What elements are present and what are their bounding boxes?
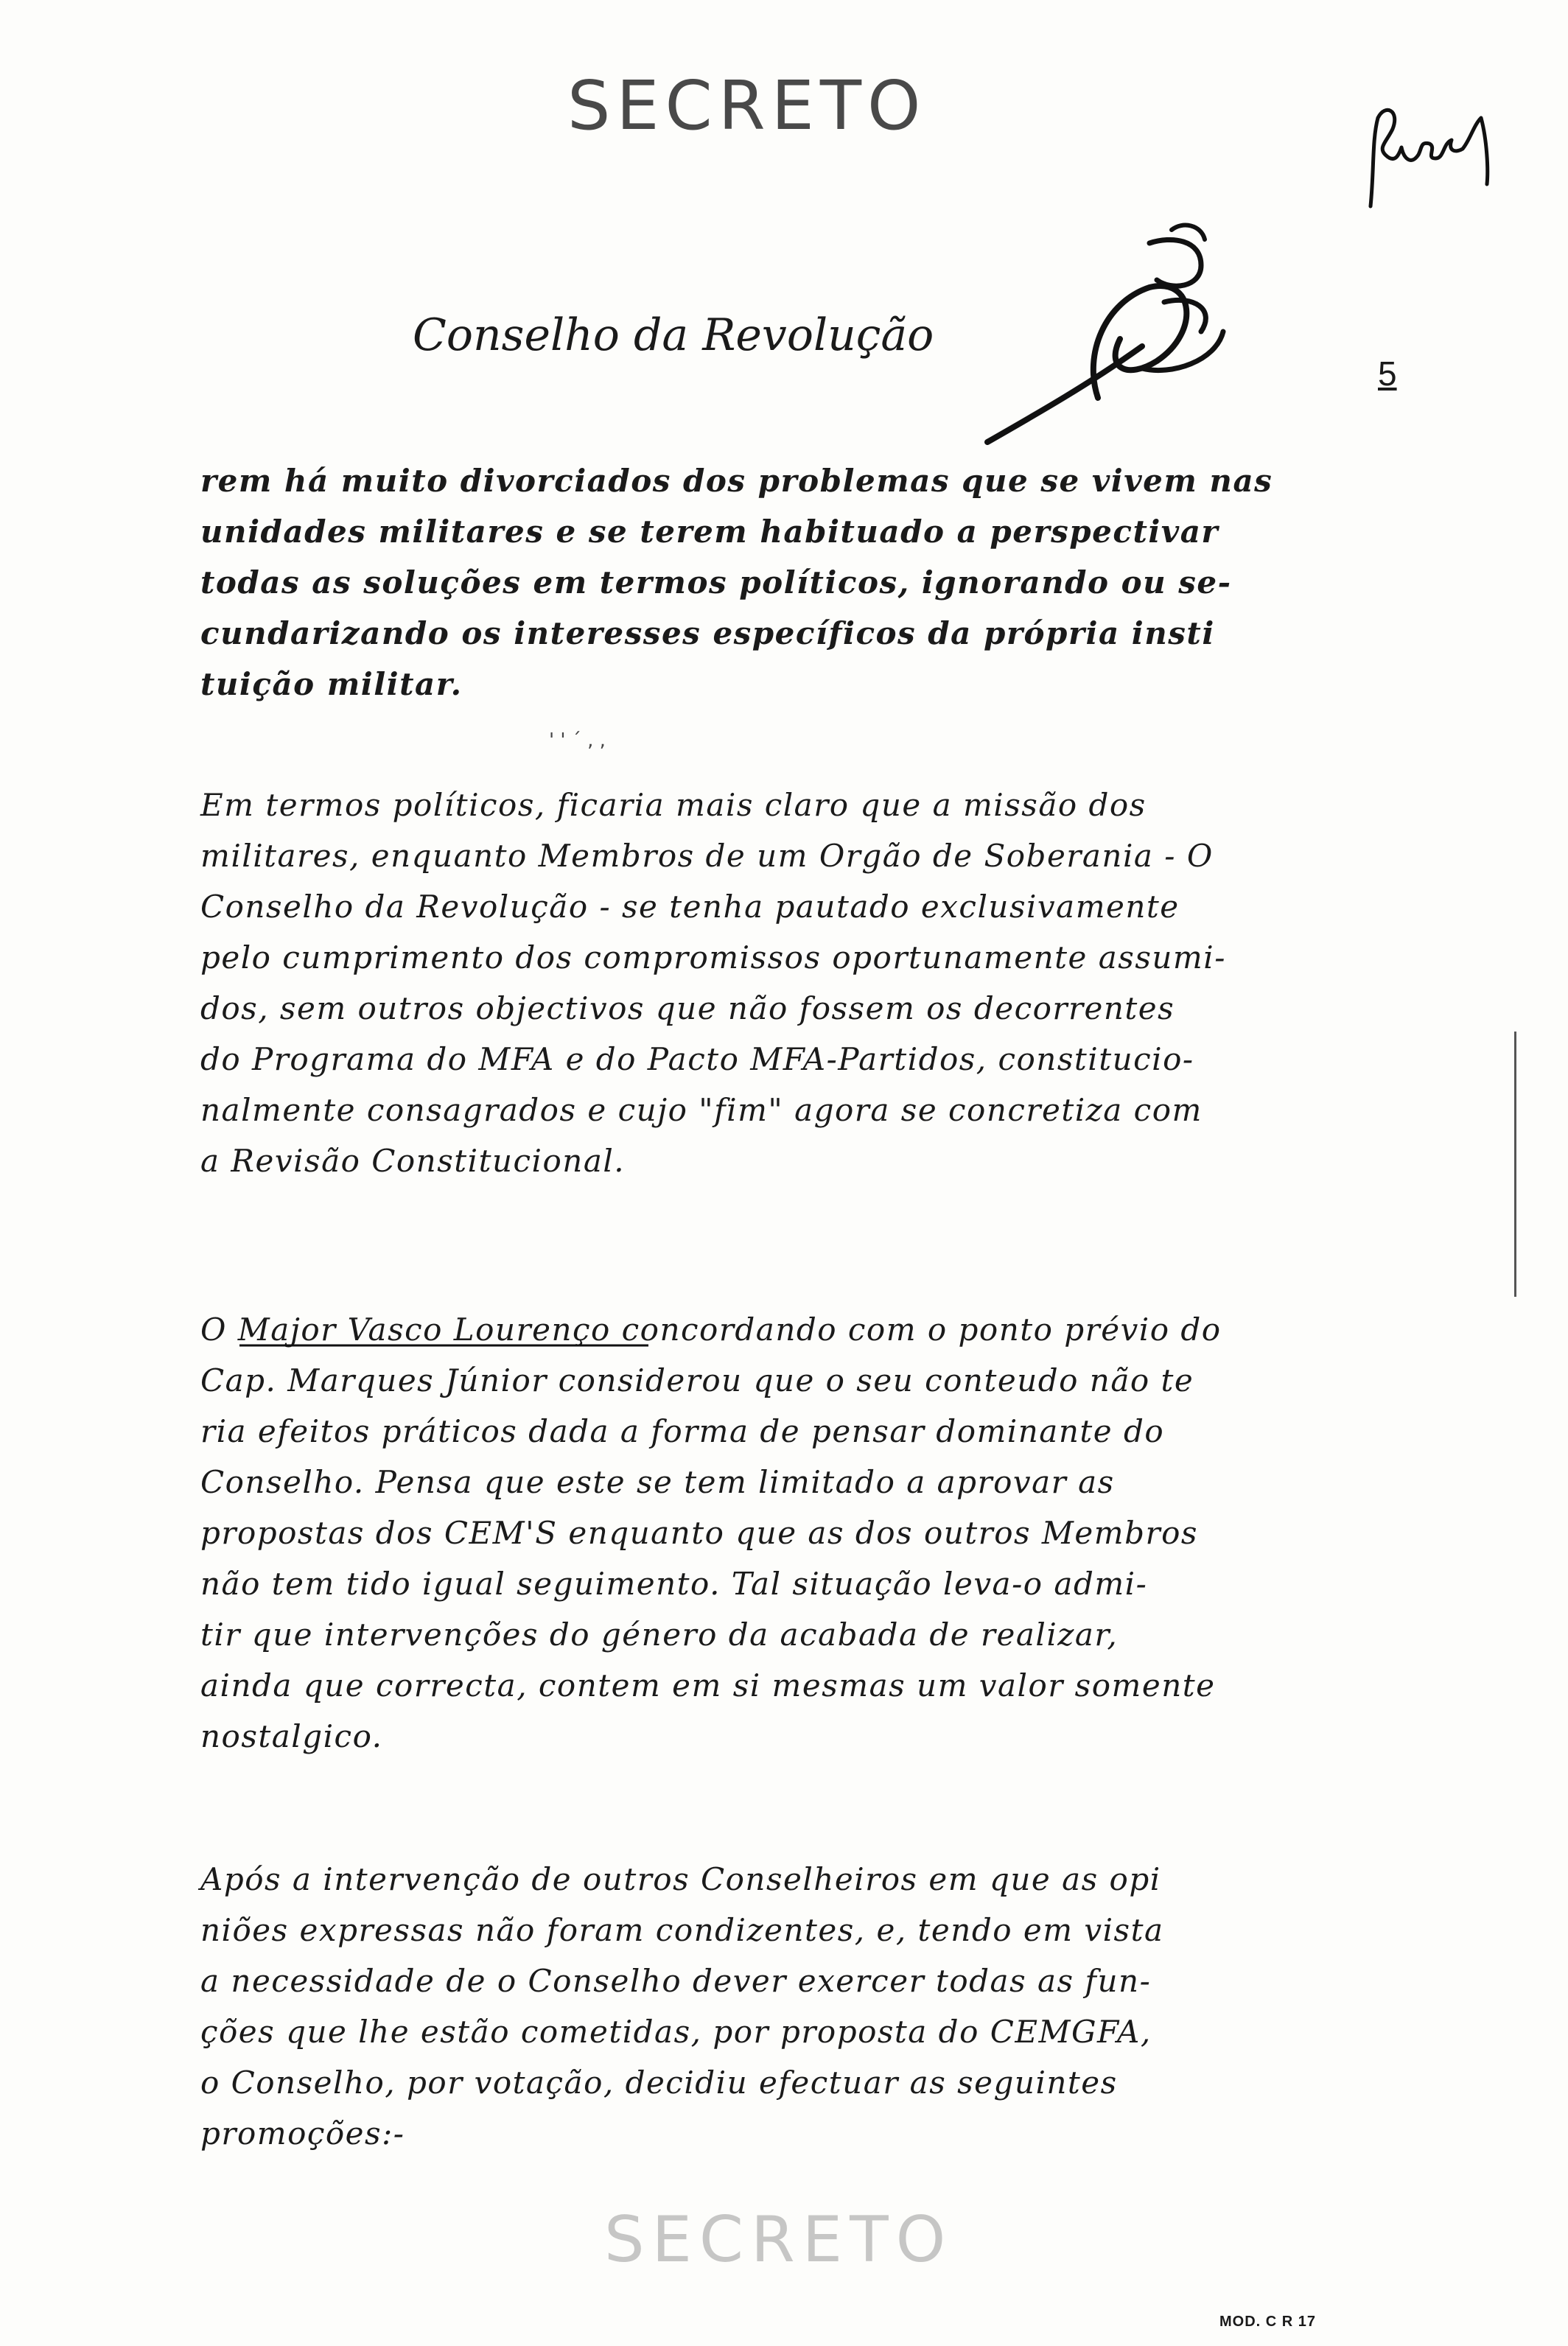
form-model-code: MOD. C R 17 [1219,2314,1317,2330]
text-line: niões expressas não foram condizentes, e, tendo em vista [200,1912,1164,1948]
text-line: pelo cumprimento dos compromissos oportunamente assumi- [200,939,1226,976]
text-line: Após a intervenção de outros Conselheiros em que as opi [200,1861,1161,1897]
name-underline [239,1341,652,1350]
text-line: ções que lhe estão cometidas, por proposta do CEMGFA, [200,2014,1152,2050]
margin-line [1514,1032,1516,1297]
page-number: 5 [1378,354,1397,393]
text-line: promoções:- [200,2115,405,2151]
text-line: propostas dos CEM'S enquanto que as dos outros Membros [200,1515,1198,1551]
text-line: militares, enquanto Membros de um Orgão de Soberania - O [200,838,1214,874]
stray-marks: ' ' ´ , , [549,729,606,752]
text-line: dos, sem outros objectivos que não fossem os decorrentes [200,990,1175,1026]
letterhead-title: Conselho da Revolução [413,309,934,361]
paragraph-1 [200,455,1350,710]
text-line: tuição militar. [200,666,463,702]
text-line: Em termos políticos, ficaria mais claro que a missão dos [200,787,1147,823]
text-line: a Revisão Constitucional. [200,1143,626,1179]
text-line: tir que intervenções do género da acabada de realizar, [200,1617,1119,1653]
text-line: rem há muito divorciados dos problemas que se vivem nas [200,463,1273,499]
text-line: ria efeitos práticos dada a forma de pensar dominante do [200,1413,1165,1449]
signature-scribble [980,221,1260,464]
text-line: Conselho. Pensa que este se tem limitado a aprovar as [200,1464,1115,1500]
paragraph-3 [200,1304,1350,1762]
text-line: não tem tido igual seguimento. Tal situação leva-o admi- [200,1566,1148,1602]
text-line: a necessidade de o Conselho dever exercer todas as fun- [200,1963,1152,1999]
text-line: ainda que correcta, contem em si mesmas um valor somente [200,1667,1216,1704]
text-line: Cap. Marques Júnior considerou que o seu conteudo não te [200,1362,1194,1398]
paragraph-2 [200,780,1350,1186]
text-line: Conselho da Revolução - se tenha pautado exclusivamente [200,889,1180,925]
text-line: nalmente consagrados e cujo "fim" agora se concretiza com [200,1092,1203,1128]
text-line: o Conselho, por votação, decidiu efectuar as seguintes [200,2065,1118,2101]
text-line: do Programa do MFA e do Pacto MFA-Partidos, constitucio- [200,1041,1194,1077]
text-line: cundarizando os interesses específicos da própria insti [200,615,1215,651]
paragraph-4 [200,1854,1350,2159]
text-line: todas as soluções em termos políticos, ignorando ou se- [200,564,1232,600]
text-line: unidades militares e se terem habituado a perspectivar [200,514,1219,550]
marginal-note-handwriting [1356,96,1503,221]
secret-stamp-top: SECRETO [567,66,927,145]
text-line: O Major Vasco Lourenço concordando com o ponto prévio do [200,1312,1222,1348]
text-line: nostalgico. [200,1718,383,1754]
secret-stamp-bottom: SECRETO [604,2203,953,2277]
